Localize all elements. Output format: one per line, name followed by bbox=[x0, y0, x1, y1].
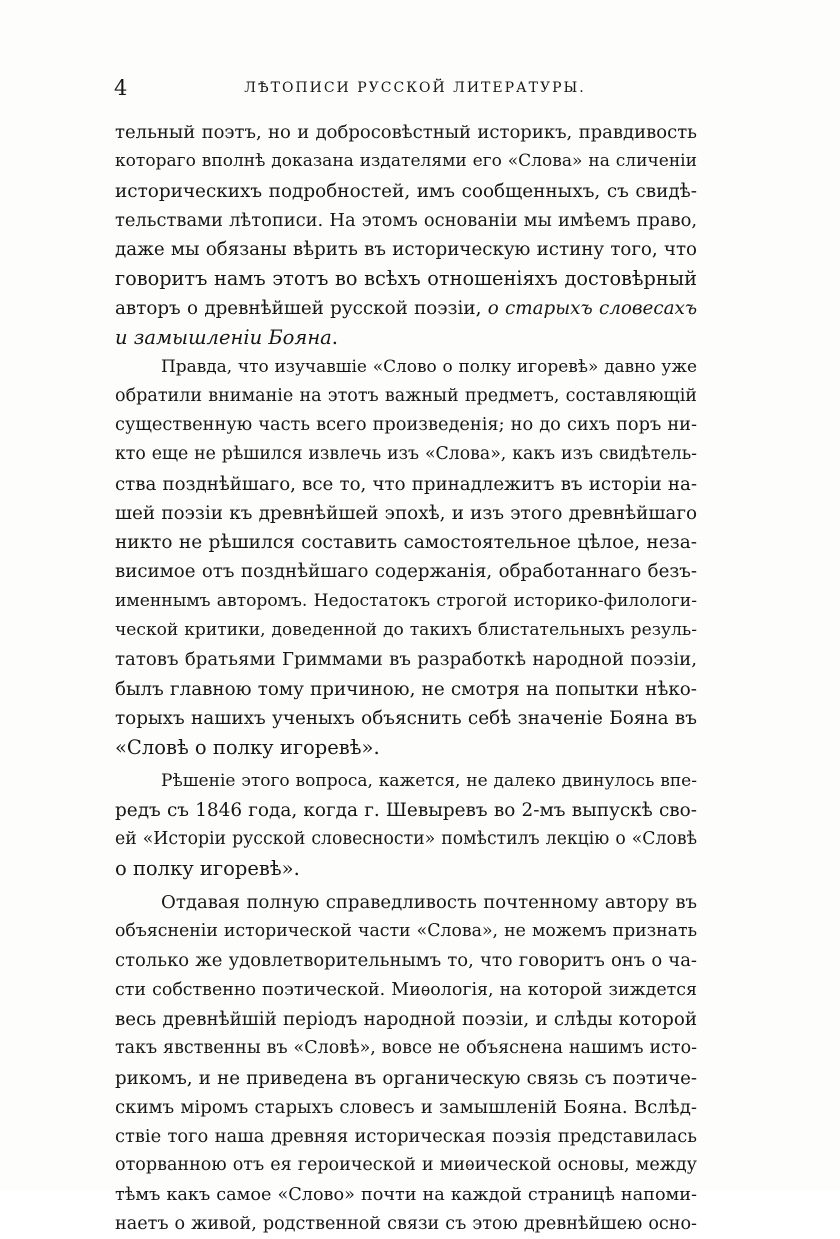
text-line: скимъ міромъ старыхъ словесъ и замышленій Бояна. Вслѣд- bbox=[115, 1096, 697, 1118]
text-line: тельный поэтъ, но и добросовѣстный историкъ, правдивость bbox=[115, 122, 697, 143]
text-line: о полку игоревѣ». bbox=[115, 857, 300, 881]
text-line: рикомъ, и не приведена въ органическую связь съ поэтиче- bbox=[115, 1067, 697, 1089]
text-line: историческихъ подробностей, имъ сообщенныхъ, съ свидѣ- bbox=[115, 180, 697, 202]
text-line: такъ явственны въ «Словѣ», вовсе не объяснена нашимъ исто- bbox=[115, 1038, 697, 1059]
text-line: «Словѣ о полку игоревѣ». bbox=[115, 736, 380, 760]
text-line: шей поэзіи къ древнѣйшей эпохѣ, и изъ этого древнѣйшаго bbox=[115, 502, 697, 524]
text-line: обратили вниманіе на этотъ важный предметъ, составляющій bbox=[115, 385, 697, 406]
text-line: существенную часть всего произведенія; но до сихъ поръ ни- bbox=[115, 414, 697, 435]
text-line bbox=[115, 323, 697, 352]
text-line: Правда, что изучавшіе «Слово о полку игоревѣ» давно уже bbox=[161, 356, 697, 377]
text-line bbox=[115, 294, 697, 323]
text-line: говоритъ намъ этотъ во всѣхъ отношеніяхъ достовѣрный bbox=[115, 267, 697, 291]
text-line: котораго вполнѣ доказана издателями его «Слова» на сличеніи bbox=[115, 151, 697, 172]
text-line: ческой критики, доведенной до такихъ блистательныхъ резуль- bbox=[115, 620, 697, 641]
page-number: 4 bbox=[114, 76, 128, 100]
text-fragment: авторъ о древнѣйшей русской поэзіи, bbox=[115, 297, 488, 319]
text-line: сти собственно поэтической. Миѳологія, на которой зиждется bbox=[115, 979, 697, 1000]
text-line: Отдавая полную справедливость почтенному автору въ bbox=[161, 891, 697, 913]
text-line: столько же удовлетворительнымъ то, что говоритъ онъ о ча- bbox=[115, 950, 697, 972]
text-line: объясненіи исторической части «Слова», не можемъ признать bbox=[115, 921, 697, 942]
text-line: ства позднѣйшаго, все то, что принадлежитъ въ исторіи на- bbox=[115, 473, 697, 495]
italic-quote: и замышленіи Бояна bbox=[115, 326, 332, 350]
text-line: никто не рѣшился составить самостоятельное цѣлое, неза- bbox=[115, 532, 697, 554]
text-line: весь древнѣйшій періодъ народной поэзіи, и слѣды которой bbox=[115, 1008, 697, 1030]
text-line: тѣмъ какъ самое «Слово» почти на каждой страницѣ напоми- bbox=[115, 1184, 697, 1205]
running-head bbox=[112, 76, 698, 100]
text-line: торыхъ нашихъ ученыхъ объяснить себѣ значеніе Бояна въ bbox=[115, 707, 697, 729]
text-line: татовъ братьями Гриммами въ разработкѣ народной поэзіи, bbox=[115, 649, 697, 671]
text-line: тельствами лѣтописи. На этомъ основаніи мы имѣемъ право, bbox=[115, 209, 697, 231]
text-line: ствіе того наша древняя историческая поэзія представилась bbox=[115, 1126, 697, 1148]
text-line: Рѣшеніе этого вопроса, кажется, не далеко двинулось впе- bbox=[161, 770, 697, 791]
text-line: висимое отъ позднѣйшаго содержанія, обработаннаго безъ- bbox=[115, 561, 697, 583]
text-line: оторванною отъ ея героической и миѳической основы, между bbox=[115, 1155, 697, 1176]
text-line: редъ съ 1846 года, когда г. Шевыревъ во 2-мъ выпускѣ сво- bbox=[115, 799, 697, 821]
running-title: ЛѢТОПИСИ РУССКОЙ ЛИТЕРАТУРЫ. bbox=[244, 80, 586, 96]
body-text bbox=[115, 118, 697, 1239]
text-line: даже мы обязаны вѣрить въ историческую истину того, что bbox=[115, 239, 697, 261]
text-line: былъ главною тому причиною, не смотря на попытки нѣко- bbox=[115, 678, 697, 700]
text-line: именнымъ авторомъ. Недостатокъ строгой историко-филологи- bbox=[115, 590, 697, 611]
italic-quote: о старыхъ словесахъ bbox=[487, 297, 698, 319]
text-line: кто еще не рѣшился извлечь изъ «Слова», какъ изъ свидѣтель- bbox=[115, 444, 697, 465]
text-fragment: . bbox=[331, 326, 338, 350]
text-line: наетъ о живой, родственной связи съ этою древнѣйшею осно- bbox=[115, 1213, 697, 1234]
text-line: ей «Исторіи русской словесности» помѣстилъ лекцію о «Словѣ bbox=[115, 829, 697, 850]
